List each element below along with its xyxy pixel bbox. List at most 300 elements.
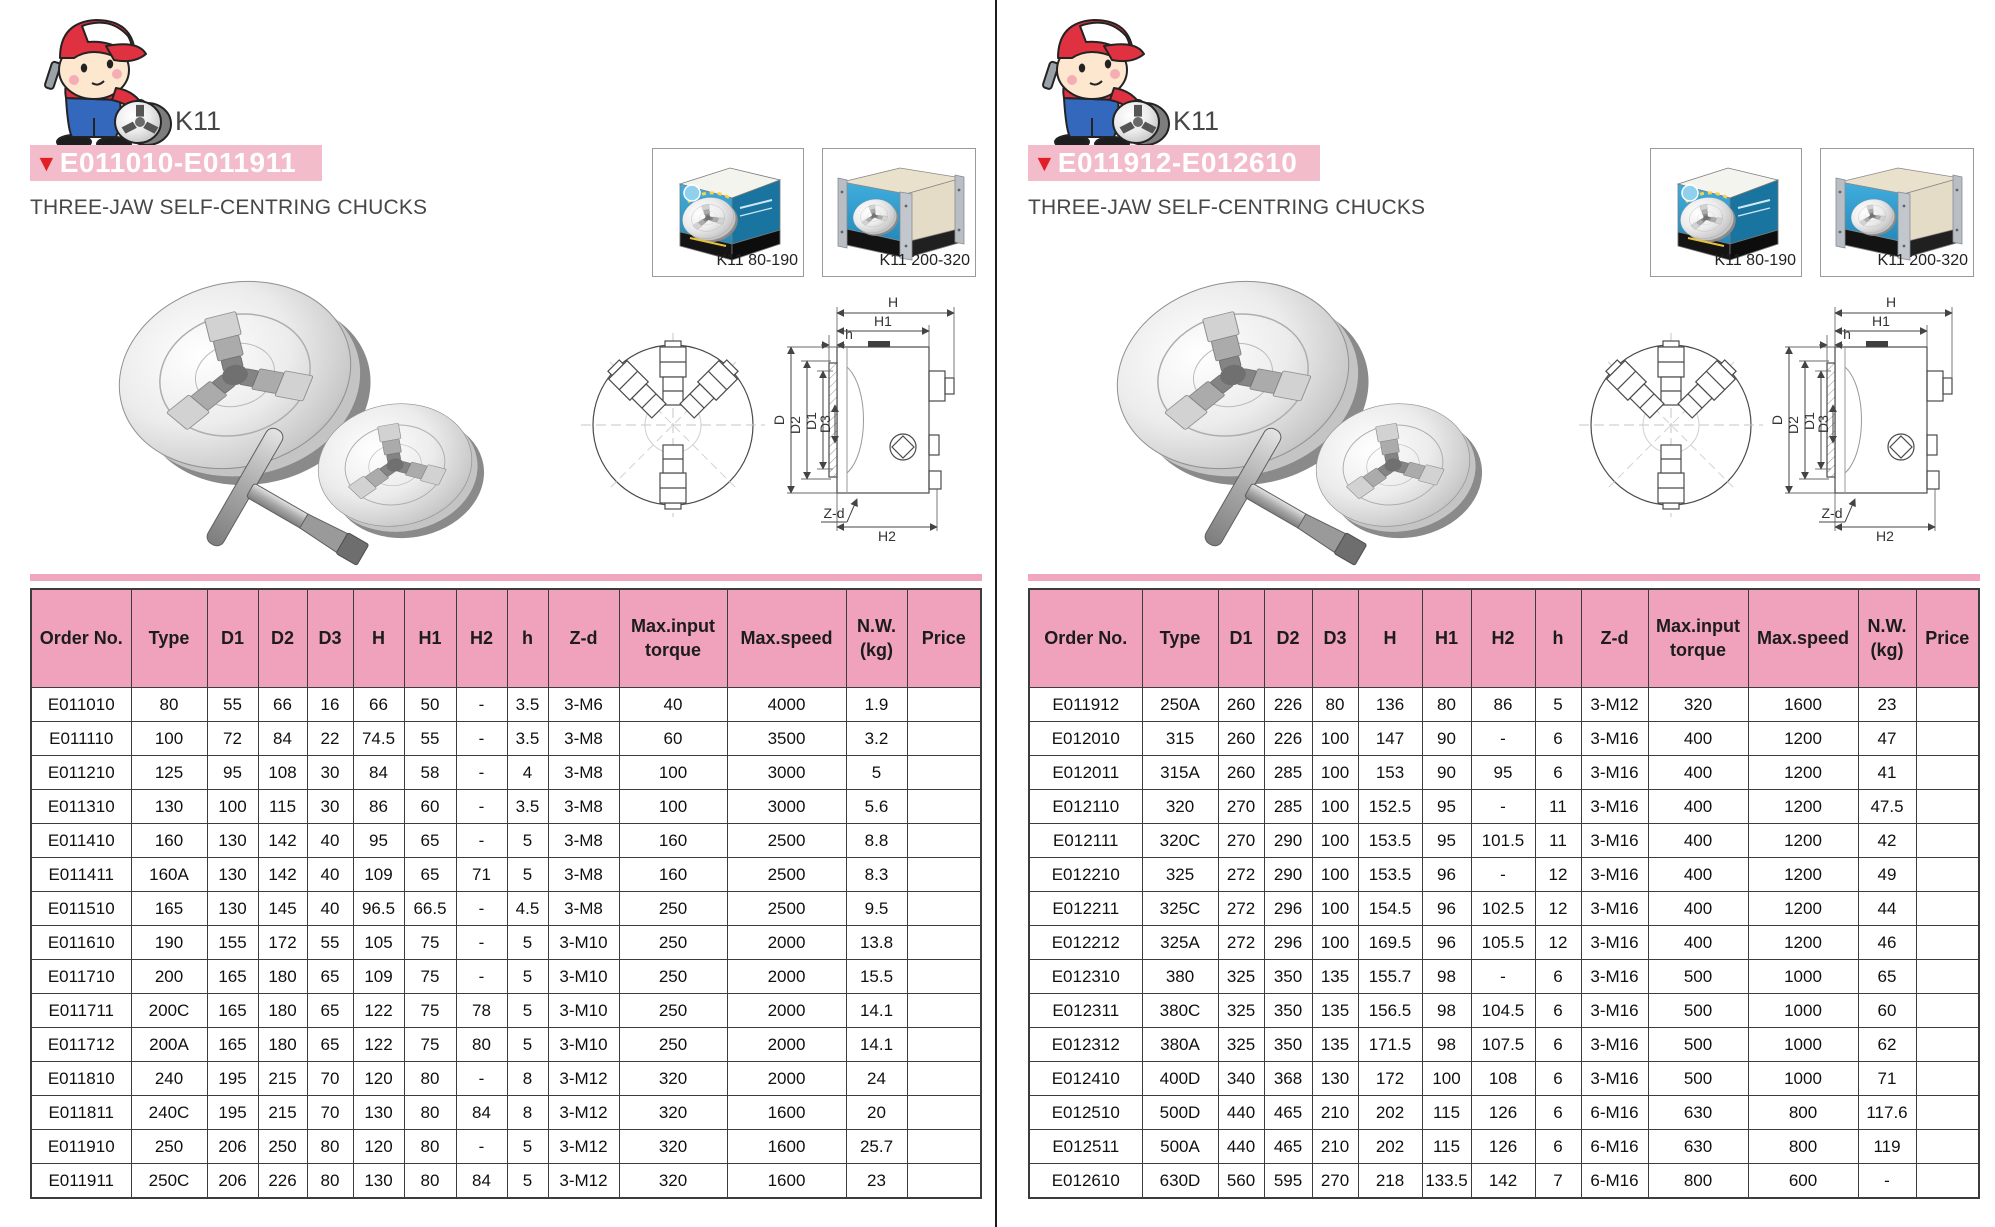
table-cell: 206 — [207, 1164, 258, 1199]
table-cell: 80 — [404, 1062, 456, 1096]
table-cell: 195 — [207, 1096, 258, 1130]
table-cell: 800 — [1648, 1164, 1748, 1199]
box-size-label-small: K11 80-190 — [716, 252, 798, 269]
table-cell: 135 — [1312, 1028, 1358, 1062]
table-cell: 165 — [207, 960, 258, 994]
table-cell — [907, 1096, 981, 1130]
table-cell: 80 — [404, 1164, 456, 1199]
table-cell: 3-M12 — [548, 1062, 619, 1096]
table-cell: - — [1471, 790, 1535, 824]
table-cell: 84 — [456, 1164, 507, 1199]
table-cell: 315 — [1142, 722, 1218, 756]
table-cell — [1916, 790, 1979, 824]
table-cell — [907, 1164, 981, 1199]
table-cell: 90 — [1422, 722, 1471, 756]
table-cell — [1916, 688, 1979, 722]
table-cell: 78 — [456, 994, 507, 1028]
column-header: H1 — [404, 589, 456, 688]
box-size-label-large: K11 200-320 — [879, 252, 970, 269]
table-cell: 44 — [1858, 892, 1916, 926]
table-cell: 136 — [1358, 688, 1422, 722]
table-cell: 1600 — [727, 1164, 846, 1199]
table-cell: 250 — [619, 926, 727, 960]
table-cell: 6 — [1535, 722, 1581, 756]
table-cell: 190 — [131, 926, 207, 960]
table-cell: 62 — [1858, 1028, 1916, 1062]
table-cell: 1600 — [727, 1096, 846, 1130]
table-cell: 630 — [1648, 1096, 1748, 1130]
table-cell: 202 — [1358, 1130, 1422, 1164]
table-cell: 2000 — [727, 994, 846, 1028]
table-row — [31, 960, 981, 994]
table-cell: 96 — [1422, 858, 1471, 892]
table-cell: 340 — [1218, 1062, 1264, 1096]
table-cell: 5 — [507, 926, 548, 960]
table-cell: 11 — [1535, 824, 1581, 858]
table-cell: 160 — [131, 824, 207, 858]
table-cell: 100 — [131, 722, 207, 756]
table-cell: 100 — [1312, 858, 1358, 892]
table-cell: 23 — [846, 1164, 907, 1199]
table-cell: 156.5 — [1358, 994, 1422, 1028]
table-cell: 3-M10 — [548, 926, 619, 960]
table-cell: 6 — [1535, 1028, 1581, 1062]
table-cell: 84 — [258, 722, 307, 756]
table-cell — [907, 1028, 981, 1062]
table-cell: 80 — [307, 1164, 353, 1199]
table-cell: 98 — [1422, 994, 1471, 1028]
table-cell: 218 — [1358, 1164, 1422, 1199]
table-cell: E012211 — [1029, 892, 1142, 926]
table-cell: - — [456, 824, 507, 858]
column-header: D3 — [307, 589, 353, 688]
table-cell: E011810 — [31, 1062, 131, 1096]
table-cell: 325 — [1142, 858, 1218, 892]
table-cell: 1600 — [727, 1130, 846, 1164]
table-cell: 368 — [1264, 1062, 1312, 1096]
table-cell: 65 — [404, 858, 456, 892]
table-cell: 109 — [353, 858, 404, 892]
accent-strip — [1028, 574, 1980, 581]
table-cell: 1200 — [1748, 892, 1858, 926]
table-cell: E011712 — [31, 1028, 131, 1062]
table-cell: 50 — [404, 688, 456, 722]
table-cell: 400D — [1142, 1062, 1218, 1096]
table-cell: 1000 — [1748, 1062, 1858, 1096]
column-header: Order No. — [1029, 589, 1142, 688]
table-cell — [1916, 824, 1979, 858]
table-cell: 270 — [1312, 1164, 1358, 1199]
table-cell: 270 — [1218, 790, 1264, 824]
table-row — [1029, 1164, 1979, 1199]
table-cell: 2000 — [727, 1062, 846, 1096]
table-cell: 250 — [619, 892, 727, 926]
table-cell: 96 — [1422, 892, 1471, 926]
table-cell: 320 — [1142, 790, 1218, 824]
table-cell: 285 — [1264, 756, 1312, 790]
table-cell: E012510 — [1029, 1096, 1142, 1130]
table-cell: 14.1 — [846, 994, 907, 1028]
table-cell: 296 — [1264, 926, 1312, 960]
table-cell: - — [456, 1062, 507, 1096]
table-cell: 380A — [1142, 1028, 1218, 1062]
column-header: Max.input torque — [619, 589, 727, 688]
table-cell: 500 — [1648, 1028, 1748, 1062]
table-cell: 3-M16 — [1581, 926, 1648, 960]
table-cell: 320C — [1142, 824, 1218, 858]
page-title: THREE-JAW SELF-CENTRING CHUCKS — [1028, 196, 1426, 219]
table-cell: 165 — [131, 892, 207, 926]
table-row — [31, 1096, 981, 1130]
table-cell — [1916, 1096, 1979, 1130]
table-cell: 100 — [1312, 756, 1358, 790]
table-cell: 3-M16 — [1581, 722, 1648, 756]
table-cell: 5 — [507, 858, 548, 892]
table-cell: 500 — [1648, 960, 1748, 994]
column-header: Max.speed — [1748, 589, 1858, 688]
table-cell — [1916, 892, 1979, 926]
table-cell: 49 — [1858, 858, 1916, 892]
table-cell: 260 — [1218, 688, 1264, 722]
table-cell: 400 — [1648, 858, 1748, 892]
table-cell: 200 — [131, 960, 207, 994]
table-row — [31, 858, 981, 892]
table-cell: 1600 — [1748, 688, 1858, 722]
column-header: H — [1358, 589, 1422, 688]
table-cell: 5 — [1535, 688, 1581, 722]
table-cell: 115 — [258, 790, 307, 824]
table-cell: - — [456, 1130, 507, 1164]
table-cell: 120 — [353, 1130, 404, 1164]
catalog-page-right — [998, 0, 1995, 1227]
table-cell: 96.5 — [353, 892, 404, 926]
table-cell — [907, 960, 981, 994]
table-cell: 165 — [207, 1028, 258, 1062]
table-cell: E011010 — [31, 688, 131, 722]
table-cell — [907, 926, 981, 960]
column-header: D1 — [207, 589, 258, 688]
table-cell: 325 — [1218, 1028, 1264, 1062]
table-cell: 500D — [1142, 1096, 1218, 1130]
table-cell: E011210 — [31, 756, 131, 790]
table-cell — [907, 994, 981, 1028]
table-cell: 1200 — [1748, 926, 1858, 960]
table-cell: E012610 — [1029, 1164, 1142, 1199]
table-cell: 66 — [258, 688, 307, 722]
table-cell: 465 — [1264, 1130, 1312, 1164]
table-cell: 3000 — [727, 756, 846, 790]
table-cell: 320 — [619, 1164, 727, 1199]
model-label: K11 — [175, 106, 222, 136]
table-cell: 12 — [1535, 926, 1581, 960]
table-cell: 100 — [1312, 926, 1358, 960]
table-row — [31, 1130, 981, 1164]
table-cell: 60 — [404, 790, 456, 824]
table-cell: 296 — [1264, 892, 1312, 926]
table-cell: 153 — [1358, 756, 1422, 790]
table-cell: 3-M16 — [1581, 824, 1648, 858]
table-row — [1029, 858, 1979, 892]
table-cell: 40 — [307, 892, 353, 926]
spec-table-left — [30, 588, 982, 1199]
table-row — [1029, 824, 1979, 858]
table-cell — [1916, 756, 1979, 790]
table-cell: 80 — [404, 1096, 456, 1130]
table-cell: 65 — [1858, 960, 1916, 994]
series-range-label: E011912-E012610 — [1057, 147, 1298, 178]
table-cell: 47 — [1858, 722, 1916, 756]
table-cell: 130 — [1312, 1062, 1358, 1096]
table-row — [31, 688, 981, 722]
table-cell: 100 — [1422, 1062, 1471, 1096]
column-header: Order No. — [31, 589, 131, 688]
table-cell: 130 — [207, 824, 258, 858]
table-cell: 47.5 — [1858, 790, 1916, 824]
table-cell: 226 — [1264, 688, 1312, 722]
table-cell: 8.8 — [846, 824, 907, 858]
table-row — [1029, 790, 1979, 824]
table-cell: - — [456, 926, 507, 960]
table-cell: 290 — [1264, 858, 1312, 892]
table-cell: 6-M16 — [1581, 1096, 1648, 1130]
table-cell: 135 — [1312, 960, 1358, 994]
table-cell: 130 — [207, 858, 258, 892]
table-cell: 2000 — [727, 960, 846, 994]
table-cell: 325A — [1142, 926, 1218, 960]
table-cell: 90 — [1422, 756, 1471, 790]
page-artwork — [0, 0, 997, 580]
table-cell: 3.5 — [507, 688, 548, 722]
table-cell: 12 — [1535, 858, 1581, 892]
table-row — [1029, 1028, 1979, 1062]
table-cell: 630 — [1648, 1130, 1748, 1164]
table-cell: 3-M16 — [1581, 994, 1648, 1028]
table-cell: E012212 — [1029, 926, 1142, 960]
table-cell: 3-M8 — [548, 892, 619, 926]
table-cell: 3-M16 — [1581, 1028, 1648, 1062]
table-cell: 75 — [404, 960, 456, 994]
table-cell: 1.9 — [846, 688, 907, 722]
table-cell: 95 — [1422, 790, 1471, 824]
table-cell: 71 — [1858, 1062, 1916, 1096]
table-cell: E011811 — [31, 1096, 131, 1130]
table-row — [1029, 892, 1979, 926]
table-cell: 180 — [258, 1028, 307, 1062]
table-cell: 102.5 — [1471, 892, 1535, 926]
table-cell: 95 — [1471, 756, 1535, 790]
table-cell: 126 — [1471, 1096, 1535, 1130]
table-cell: 3.5 — [507, 722, 548, 756]
table-cell: 130 — [207, 892, 258, 926]
table-cell: 84 — [456, 1096, 507, 1130]
table-cell — [1916, 1062, 1979, 1096]
table-cell: 12 — [1535, 892, 1581, 926]
table-cell: - — [456, 960, 507, 994]
table-cell: 465 — [1264, 1096, 1312, 1130]
table-cell: 122 — [353, 1028, 404, 1062]
table-cell: 80 — [1422, 688, 1471, 722]
table-cell: E011310 — [31, 790, 131, 824]
table-cell: 100 — [619, 756, 727, 790]
table-cell: - — [456, 790, 507, 824]
column-header: Z-d — [1581, 589, 1648, 688]
table-cell: 86 — [353, 790, 404, 824]
table-row — [31, 824, 981, 858]
table-cell: 100 — [1312, 722, 1358, 756]
table-cell: 250 — [619, 960, 727, 994]
table-cell: 6 — [1535, 1096, 1581, 1130]
table-cell: 154.5 — [1358, 892, 1422, 926]
table-cell: 40 — [307, 824, 353, 858]
table-cell: 122 — [353, 994, 404, 1028]
table-cell: 800 — [1748, 1096, 1858, 1130]
table-row — [1029, 994, 1979, 1028]
table-cell: 74.5 — [353, 722, 404, 756]
catalog-page-left — [0, 0, 997, 1227]
table-cell: 100 — [619, 790, 727, 824]
table-cell: 380C — [1142, 994, 1218, 1028]
table-cell: 155.7 — [1358, 960, 1422, 994]
table-cell: E011510 — [31, 892, 131, 926]
table-cell: 3.5 — [507, 790, 548, 824]
column-header: Z-d — [548, 589, 619, 688]
table-cell: 133.5 — [1422, 1164, 1471, 1199]
table-cell: 3-M10 — [548, 1028, 619, 1062]
table-cell: 1200 — [1748, 824, 1858, 858]
table-row — [31, 994, 981, 1028]
table-cell: 400 — [1648, 722, 1748, 756]
table-cell: 11 — [1535, 790, 1581, 824]
table-cell: 3-M8 — [548, 824, 619, 858]
table-cell: 95 — [353, 824, 404, 858]
table-cell: 3-M16 — [1581, 892, 1648, 926]
table-cell: 22 — [307, 722, 353, 756]
table-cell — [907, 722, 981, 756]
table-cell — [1916, 1164, 1979, 1199]
table-cell: E011910 — [31, 1130, 131, 1164]
table-cell: 4000 — [727, 688, 846, 722]
column-header: D3 — [1312, 589, 1358, 688]
table-cell: - — [456, 756, 507, 790]
table-cell: 75 — [404, 994, 456, 1028]
table-cell: 40 — [307, 858, 353, 892]
table-cell: 169.5 — [1358, 926, 1422, 960]
spec-table-right — [1028, 588, 1980, 1199]
table-cell: E011911 — [31, 1164, 131, 1199]
table-cell: 1000 — [1748, 960, 1858, 994]
table-cell: 3-M8 — [548, 722, 619, 756]
table-cell: 500 — [1648, 994, 1748, 1028]
table-cell — [1916, 1130, 1979, 1164]
table-cell: E012010 — [1029, 722, 1142, 756]
table-cell: - — [1471, 722, 1535, 756]
table-cell: 3-M10 — [548, 960, 619, 994]
table-cell: 440 — [1218, 1096, 1264, 1130]
table-cell: E012210 — [1029, 858, 1142, 892]
table-cell: 115 — [1422, 1096, 1471, 1130]
table-cell: 8 — [507, 1096, 548, 1130]
table-cell: 66 — [353, 688, 404, 722]
table-cell: 3-M16 — [1581, 858, 1648, 892]
table-cell: 7 — [1535, 1164, 1581, 1199]
table-row — [31, 1062, 981, 1096]
table-cell: 30 — [307, 756, 353, 790]
table-cell: 440 — [1218, 1130, 1264, 1164]
table-cell: 400 — [1648, 790, 1748, 824]
header-row — [31, 589, 981, 688]
column-header: Max.input torque — [1648, 589, 1748, 688]
table-row — [31, 790, 981, 824]
table-cell: 320 — [1648, 688, 1748, 722]
table-cell: 98 — [1422, 960, 1471, 994]
table-cell: 171.5 — [1358, 1028, 1422, 1062]
column-header: h — [1535, 589, 1581, 688]
table-cell: 1200 — [1748, 722, 1858, 756]
table-cell: 350 — [1264, 1028, 1312, 1062]
table-cell: 240C — [131, 1096, 207, 1130]
table-cell: 320 — [619, 1130, 727, 1164]
table-cell: 95 — [207, 756, 258, 790]
table-cell: 8.3 — [846, 858, 907, 892]
table-cell: 16 — [307, 688, 353, 722]
table-cell: 65 — [307, 1028, 353, 1062]
page-title: THREE-JAW SELF-CENTRING CHUCKS — [30, 196, 428, 219]
table-cell: - — [1471, 858, 1535, 892]
accent-strip — [30, 574, 982, 581]
table-cell: - — [1858, 1164, 1916, 1199]
table-cell: 3-M16 — [1581, 1062, 1648, 1096]
table-row — [1029, 1096, 1979, 1130]
table-cell: 6 — [1535, 756, 1581, 790]
column-header: Price — [1916, 589, 1979, 688]
table-cell: - — [456, 688, 507, 722]
series-banner — [1028, 145, 1320, 181]
table-cell: 100 — [207, 790, 258, 824]
table-cell: 3-M8 — [548, 756, 619, 790]
table-cell: 172 — [1358, 1062, 1422, 1096]
table-cell: 125 — [131, 756, 207, 790]
table-cell: 270 — [1218, 824, 1264, 858]
table-cell: 55 — [307, 926, 353, 960]
column-header: D2 — [1264, 589, 1312, 688]
table-cell: 55 — [404, 722, 456, 756]
table-cell: 109 — [353, 960, 404, 994]
table-cell: 290 — [1264, 824, 1312, 858]
column-header: H2 — [1471, 589, 1535, 688]
table-cell: 25.7 — [846, 1130, 907, 1164]
table-cell: 3-M16 — [1581, 790, 1648, 824]
table-cell: 120 — [353, 1062, 404, 1096]
table-cell: 250 — [131, 1130, 207, 1164]
box-size-label-large: K11 200-320 — [1877, 252, 1968, 269]
table-cell: 165 — [207, 994, 258, 1028]
table-cell: 117.6 — [1858, 1096, 1916, 1130]
table-cell: 3-M16 — [1581, 960, 1648, 994]
column-header: N.W. (kg) — [846, 589, 907, 688]
table-cell: 325 — [1218, 994, 1264, 1028]
column-header: Price — [907, 589, 981, 688]
table-cell: 5 — [507, 960, 548, 994]
series-range-label: E011010-E011911 — [59, 147, 297, 178]
table-cell: 172 — [258, 926, 307, 960]
table-cell: 108 — [1471, 1062, 1535, 1096]
table-cell: 98 — [1422, 1028, 1471, 1062]
table-cell — [907, 892, 981, 926]
column-header: Type — [1142, 589, 1218, 688]
table-cell: 100 — [1312, 790, 1358, 824]
table-cell: E012311 — [1029, 994, 1142, 1028]
table-cell: 155 — [207, 926, 258, 960]
